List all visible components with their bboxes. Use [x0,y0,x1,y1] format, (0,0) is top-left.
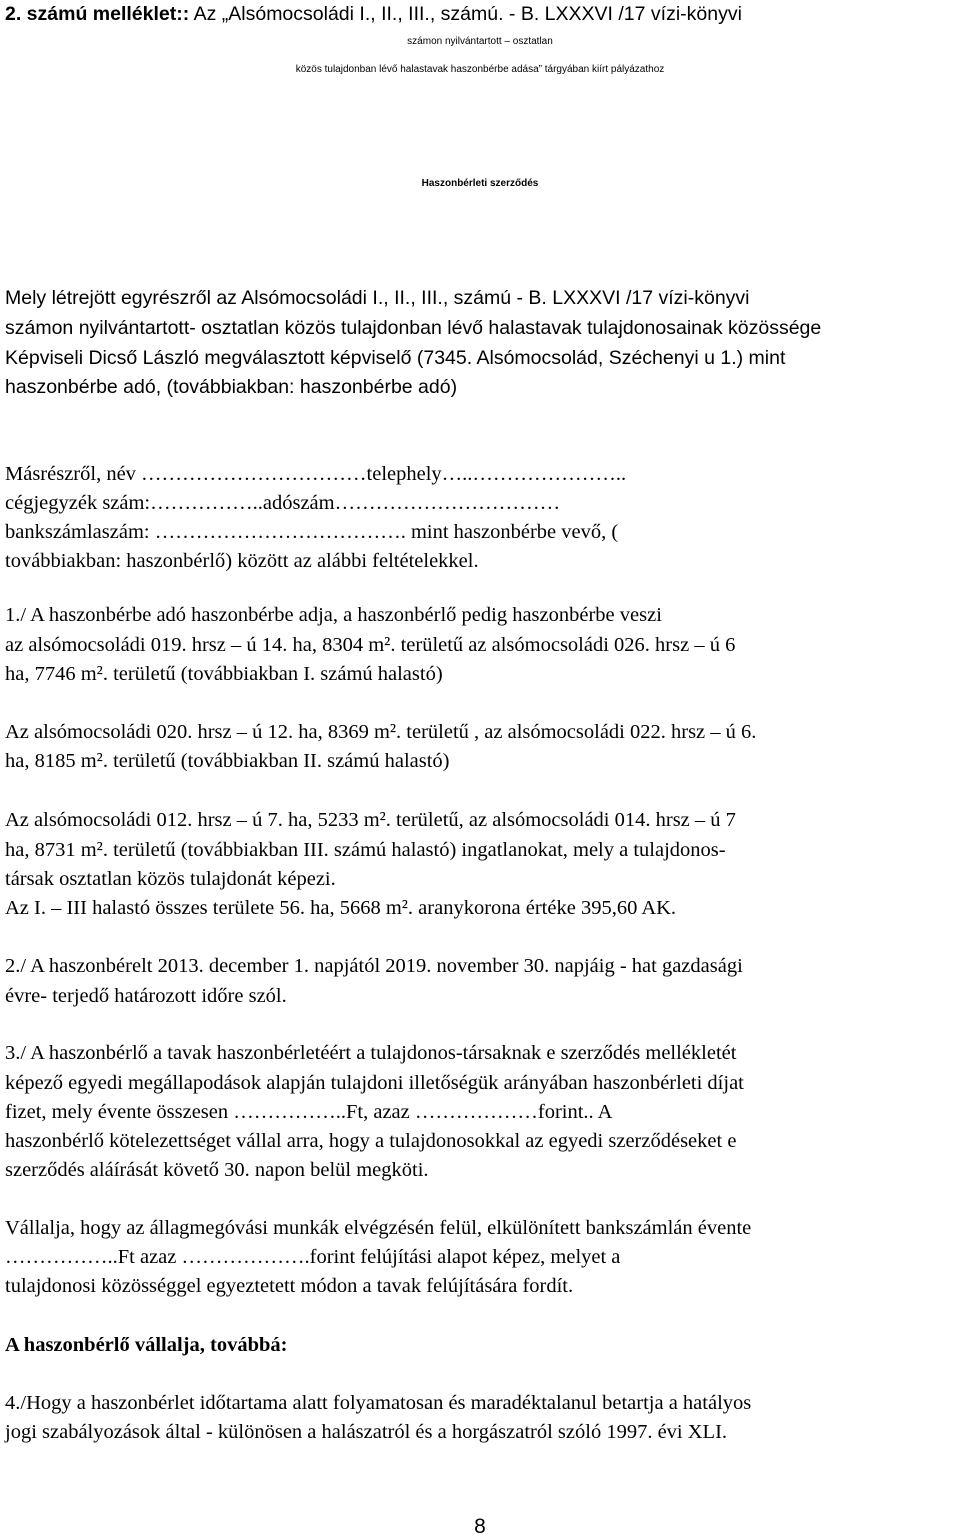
renovation-line: Vállalja, hogy az állagmegóvási munkák elvégzésén felül, elkülönített bankszámlán évente [5,1217,752,1239]
section2-line: 2./ A haszonbérelt 2013. december 1. napjától 2019. november 30. napjáig - hat gazdasági [5,955,743,977]
section1-line: Az alsómocsoládi 020. hrsz – ú 12. ha, 8369 m². területű , az alsómocsoládi 022. hrsz – ú 6. [5,721,757,743]
page-number: 8 [474,1515,486,1538]
annex-heading-line-1 [5,2,742,26]
section3-line: haszonbérlő kötelezettséget vállal arra, hogy a tulajdonosokkal az egyedi szerződéseket e [5,1130,737,1152]
party1-line: haszonbérbe adó, (továbbiakban: haszonbérbe adó) [5,376,458,398]
annex-heading-text: Az „Alsómocsoládi I., II., III., számú. - B. LXXXVI /17 vízi-könyvi [189,3,742,25]
section1-line: 1./ A haszonbérbe adó haszonbérbe adja, a haszonbérlő pedig haszonbérbe veszi [5,604,662,626]
party1-line: Képviseli Dicső László megválasztott képviselő (7345. Alsómocsolád, Széchenyi u 1.) mint [5,347,786,369]
section4-line: 4./Hogy a haszonbérlet időtartama alatt folyamatosan és maradéktalanul betartja a hatályos [5,1392,752,1414]
section1-line: ha, 8185 m². területű (továbbiakban II. számú halastó) [5,750,450,772]
party1-line: Mely létrejött egyrészről az Alsómocsoládi I., II., III., számú - B. LXXXVI /17 vízi-könyvi [5,287,750,309]
document-title: Haszonbérleti szerződés [421,178,539,189]
section1-line: társak osztatlan közös tulajdonát képezi. [5,868,336,890]
section4-line: jogi szabályozások által - különösen a halászatról és a horgászatról szóló 1997. évi XLI. [5,1421,728,1443]
party2-line: cégjegyzék szám:……………..adószám…………………………… [5,492,561,514]
section3-line: képező egyedi megállapodások alapján tulajdoni illetőségük arányában haszonbérleti díjat [5,1072,744,1094]
party2-line: Másrészről, név ……………………………telephely…..………………….. [5,463,627,485]
annex-label: 2. számú melléklet:: [5,3,190,25]
obligations-heading: A haszonbérlő vállalja, továbbá: [5,1334,288,1356]
party2-line: bankszámlaszám: ………………………………. mint haszonbérbe vevő, ( [5,521,619,543]
section3-line: fizet, mely évente összesen ……………..Ft, azaz ………………forint.. A [5,1101,613,1123]
renovation-line: tulajdonosi közösséggel egyeztetett módon a tavak felújítására fordít. [5,1275,574,1297]
section1-line: ha, 8731 m². területű (továbbiakban III. számú halastó) ingatlanokat, mely a tulajdonos- [5,839,726,861]
party2-line: továbbiakban: haszonbérlő) között az alábbi feltételekkel. [5,550,479,572]
total-area-line: Az I. – III halastó összes területe 56. ha, 5668 m². aranykorona értéke 395,60 AK. [5,897,677,919]
section2-line: évre- terjedő határozott időre szól. [5,985,287,1007]
party1-line: számon nyilvántartott- osztatlan közös tulajdonban lévő halastavak tulajdonosainak közössége [5,317,822,339]
annex-heading-line-2: számon nyilvántartott – osztatlan [407,36,553,47]
section1-line: Az alsómocsoládi 012. hrsz – ú 7. ha, 5233 m². területű, az alsómocsoládi 014. hrsz – ú 7 [5,809,736,831]
annex-heading-line-3: közös tulajdonban lévő halastavak haszonbérbe adása” tárgyában kiírt pályázathoz [295,64,665,75]
section1-line: az alsómocsoládi 019. hrsz – ú 14. ha, 8304 m². területű az alsómocsoládi 026. hrsz – ú 6 [5,634,736,656]
section3-line: 3./ A haszonbérlő a tavak haszonbérletéért a tulajdonos-társaknak e szerződés mellékletét [5,1042,737,1064]
section1-line: ha, 7746 m². területű (továbbiakban I. számú halastó) [5,663,443,685]
renovation-line: ……………..Ft azaz ……………….forint felújítási alapot képez, melyet a [5,1246,621,1268]
section3-line: szerződés aláírását követő 30. napon belül megköti. [5,1159,429,1181]
